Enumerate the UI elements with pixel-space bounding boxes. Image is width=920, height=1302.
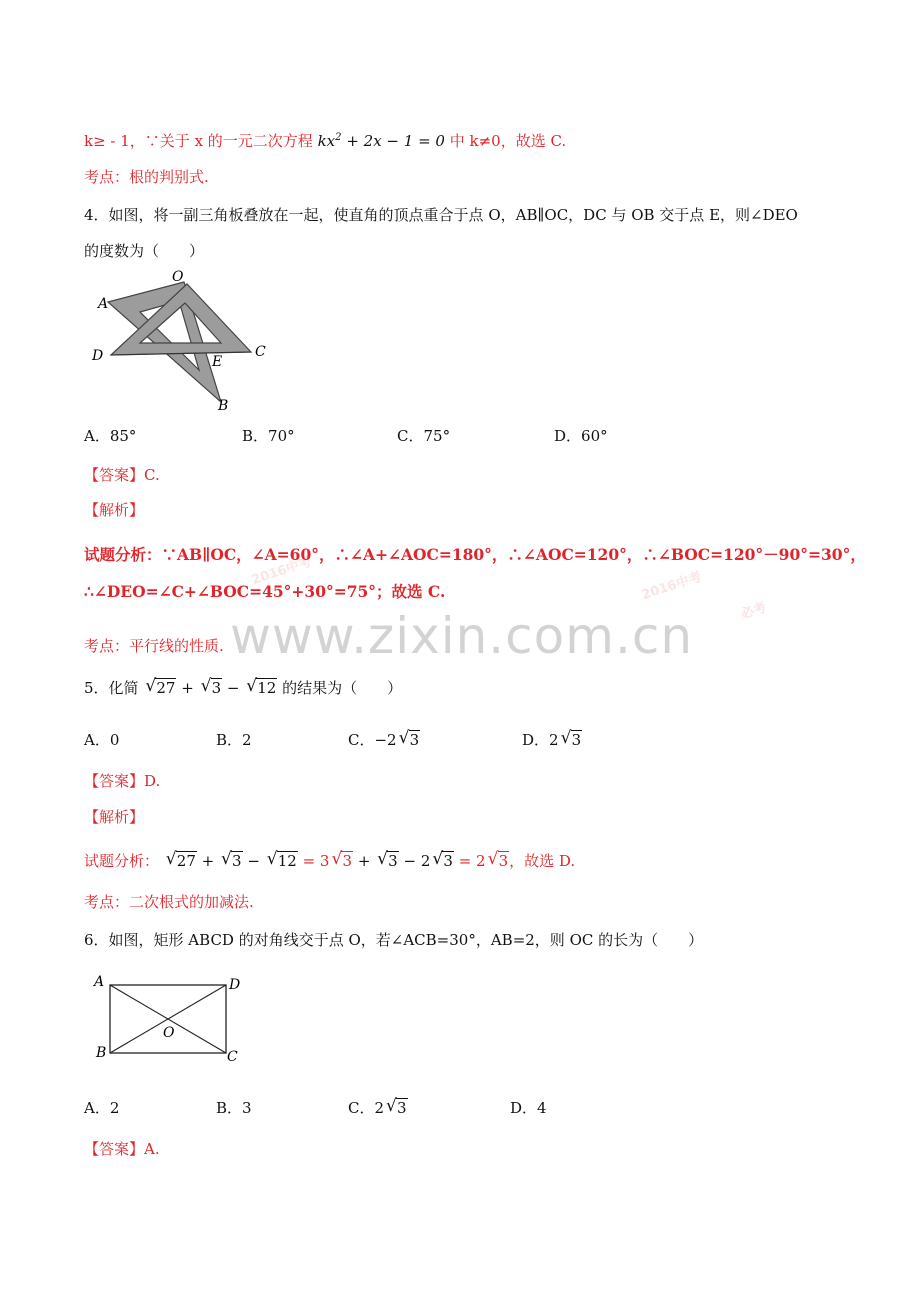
q4-stem-line2: 的度数为（ ） [84, 242, 205, 260]
q5-option-c: C．−2√ 3 [348, 729, 420, 751]
q4-triangle-figure [84, 264, 284, 416]
q5-sqrt-3: √ 3 [201, 677, 223, 699]
label-O: O [172, 269, 184, 285]
q3-text-post: 中 k≠0，故选 C. [449, 132, 567, 150]
q5-jiexi: 【解析】 [84, 808, 145, 826]
q6-answer: 【答案】A. [84, 1140, 160, 1158]
watermark-stamp-1: 2016中考 [249, 554, 314, 589]
label-A: A [98, 296, 109, 312]
q5-answer: 【答案】D. [84, 772, 161, 790]
q4-analysis-line2: ∴∠DEO=∠C+∠BOC=45°+30°=75°；故选 C. [84, 582, 446, 601]
q4-option-d: D．60° [554, 427, 608, 445]
label-D: D [92, 348, 104, 364]
q4-jiexi: 【解析】 [84, 501, 145, 519]
watermark-stamp-3: 必考 [738, 600, 769, 623]
label-A: A [94, 974, 105, 990]
q4-stem-line1: 4．如图，将一副三角板叠放在一起，使直角的顶点重合于点 O，AB∥OC，DC 与 OB 交于点 E，则∠DEO [84, 206, 798, 224]
q6-option-b: B．3 [216, 1099, 252, 1117]
label-C: C [227, 1049, 238, 1065]
q3-equation: $kx^2 + 2x - 1 = 0$ [317, 132, 445, 150]
q4-option-a: A．85° [84, 427, 137, 445]
q6-rectangle-figure [90, 970, 250, 1066]
label-B: B [218, 398, 229, 414]
q3-conclusion [84, 127, 566, 152]
q3-kaodian: 考点：根的判别式. [84, 168, 209, 186]
q6-option-c: C．2√ 3 [348, 1097, 408, 1119]
q5-option-d: D．2√ 3 [522, 729, 582, 751]
q4-kaodian: 考点：平行线的性质. [84, 637, 224, 655]
site-watermark: www.zixin.com.cn [230, 607, 694, 665]
label-O: O [163, 1025, 175, 1041]
label-B: B [96, 1045, 107, 1061]
q5-stem: 5．化简 √ 27 + √ 3 − √ 12 的结果为（ ） [84, 677, 402, 699]
q4-option-c: C．75° [397, 427, 451, 445]
q5-sqrt-12: √ 12 [246, 677, 277, 699]
q5-sqrt-27: √ 27 [145, 677, 176, 699]
q5-option-a: A．0 [84, 731, 120, 749]
q5-analysis: 试题分析： √ 27 + √ 3 − √ 12 = 3√ 3 + √ 3 − 2√ 3 = 2√ 3，故选 D. [84, 850, 575, 872]
q6-option-a: A．2 [84, 1099, 120, 1117]
q4-analysis-line1: 试题分析：∵AB∥OC，∠A=60°，∴∠A+∠AOC=180°，∴∠AOC=120°，∴∠BOC=120°－90°=30°， [84, 545, 866, 564]
label-E: E [212, 354, 223, 370]
q4-answer: 【答案】C. [84, 466, 160, 484]
q5-kaodian: 考点：二次根式的加减法. [84, 893, 254, 911]
q3-text-pre: k≥ - 1，∵关于 x 的一元二次方程 [84, 132, 313, 150]
watermark-stamp-2: 2016中考 [639, 569, 704, 604]
q6-option-d: D．4 [510, 1099, 547, 1117]
q6-stem: 6．如图，矩形 ABCD 的对角线交于点 O，若∠ACB=30°，AB=2，则 OC 的长为（ ） [84, 931, 704, 949]
q4-option-b: B．70° [242, 427, 295, 445]
label-D: D [229, 977, 241, 993]
q5-option-b: B．2 [216, 731, 252, 749]
label-C: C [255, 344, 266, 360]
